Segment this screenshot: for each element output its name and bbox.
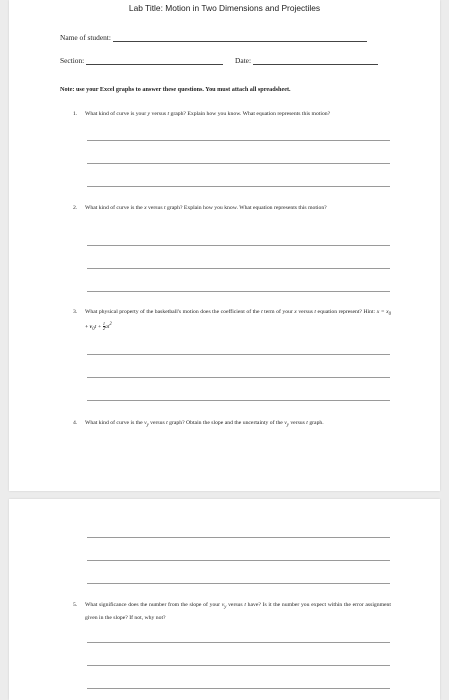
question-1-text: What kind of curve is your y versus t graph? Explain how you know. What equation represents this motion?: [85, 111, 331, 117]
answer-line[interactable]: [87, 354, 390, 355]
answer-line[interactable]: [87, 642, 390, 643]
document-page-1: [9, 0, 440, 491]
question-4-number: 4.: [73, 420, 78, 426]
answer-line[interactable]: [87, 268, 390, 269]
answer-line[interactable]: [87, 245, 390, 246]
answer-line[interactable]: [87, 665, 390, 666]
section-label: Section:: [60, 56, 85, 65]
section-line[interactable]: [86, 57, 223, 65]
section-field: [60, 56, 223, 65]
question-5-number: 5.: [73, 602, 78, 608]
lab-title: Lab Title: Motion in Two Dimensions and Projectiles: [128, 3, 321, 13]
question-5-text: What significance does the number from the slope of your $v_y$ versus t have? Is it the number you expect within the error assignment given in the slope? If not, why not?: [85, 602, 391, 622]
instructions-note: Note: use your Excel graphs to answer these questions. You must attach all spreadsheet.: [60, 86, 291, 93]
question-2-text: What kind of curve is the x versus t graph? Explain how you know. What equation represents this motion?: [85, 205, 327, 211]
answer-line[interactable]: [87, 140, 390, 141]
student-name-line[interactable]: [113, 34, 367, 42]
student-name-label: Name of student:: [60, 33, 111, 42]
answer-line[interactable]: [87, 291, 390, 292]
date-label: Date:: [235, 56, 252, 65]
answer-line[interactable]: [87, 377, 390, 378]
answer-line[interactable]: [87, 537, 390, 538]
answer-line[interactable]: [87, 583, 390, 584]
question-3-number: 3.: [73, 309, 78, 315]
question-4-text: What kind of curve is the $v_y$ versus t graph? Obtain the slope and the uncertainty of the $v_y$ versus t graph.: [85, 420, 324, 429]
question-3-text: What physical property of the basketball's motion does the coefficient of the t term of your x versus t equation represent? Hint: $x = x_0 + v_0t$ + $\frac{1}{2}$ $at^2$: [85, 309, 391, 333]
answer-line[interactable]: [87, 688, 390, 689]
question-1-number: 1.: [73, 111, 78, 117]
hint-equation: $x = x_0 + v_0t$ + $\frac{1}{2}$ $at^2$: [85, 309, 391, 333]
document-page-2: [9, 499, 440, 700]
date-line[interactable]: [253, 57, 378, 65]
student-name-field: [60, 33, 367, 42]
answer-line[interactable]: [87, 560, 390, 561]
answer-line[interactable]: [87, 400, 390, 401]
answer-line[interactable]: [87, 163, 390, 164]
date-field: [235, 56, 378, 65]
answer-line[interactable]: [87, 186, 390, 187]
question-2-number: 2.: [73, 205, 78, 211]
